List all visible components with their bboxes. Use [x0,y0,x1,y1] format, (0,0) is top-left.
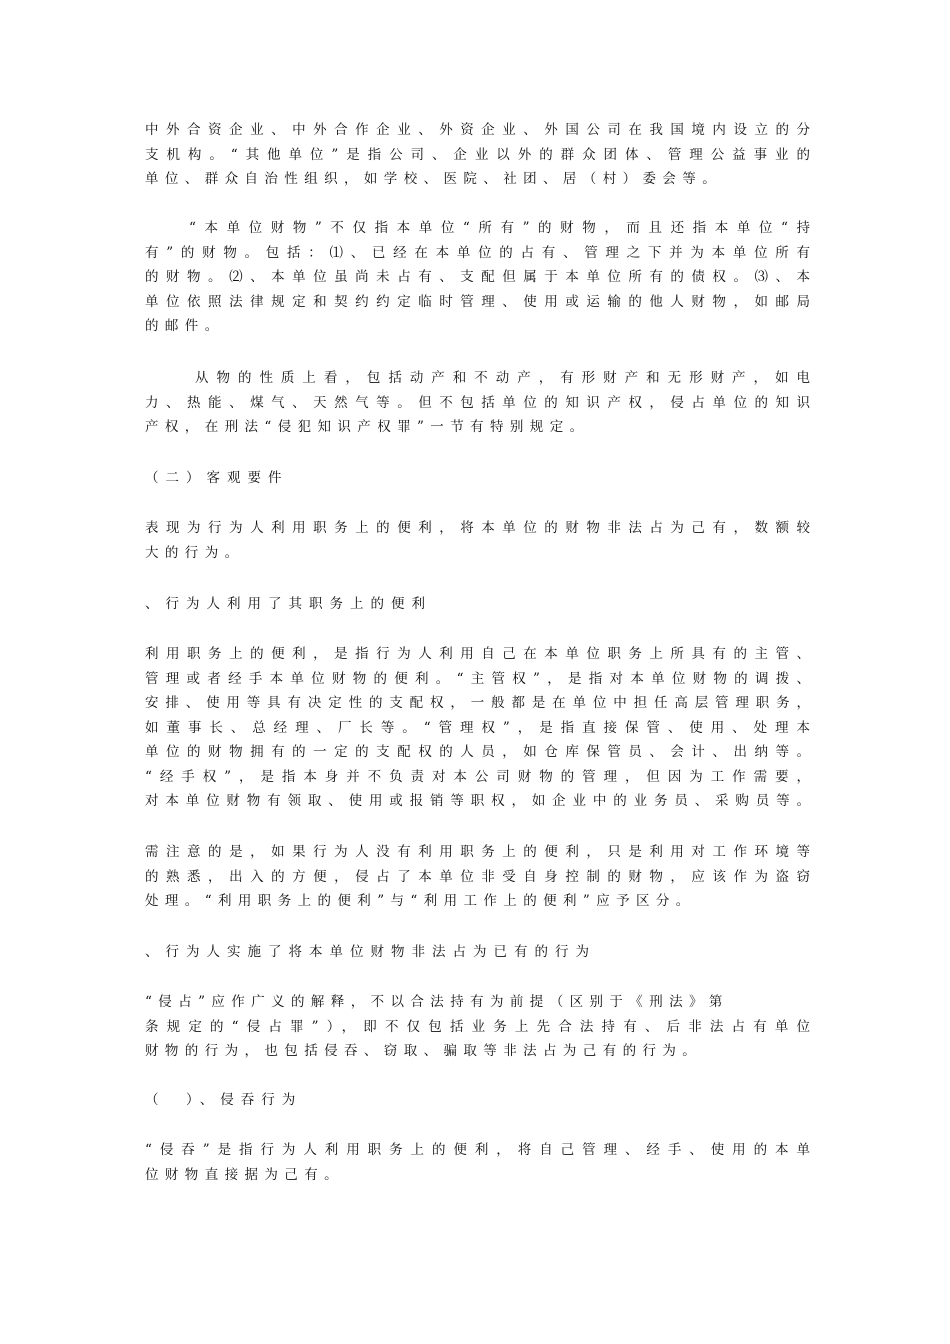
subheading-use-of-position [145,592,810,617]
text-line: 利用职务上的便利，是指行为人利用自己在本单位职务上所具有的主管、 [145,646,810,662]
paragraph-nature-of-property [145,366,810,440]
text-line: 表现为行为人利用职务上的便利，将本单位的财物非法占为己有，数额较 [145,520,810,536]
text-line: 的熟悉，出入的方便，侵占了本单位非受自身控制的财物，应该作为盗窃 [145,868,810,885]
section-heading-objective-elements [145,466,810,491]
text-line: 的财物。⑵、本单位虽尚未占有、支配但属于本单位所有的债权。⑶、本 [145,269,810,285]
text-line: “经手权”，是指本身并不负责对本公司财物的管理，但因为工作需要， [145,768,810,785]
subheading-embezzlement-act [145,1088,810,1113]
text-line: 财物的行为，也包括侵吞、窃取、骗取等非法占为己有的行为。 [145,1043,703,1059]
text-line: 的邮件。 [145,318,225,334]
text-line: 位财物直接据为己有。 [145,1166,344,1183]
text-line: 单位的财物拥有的一定的支配权的人员，如仓库保管员、会计、出纳等。 [145,744,810,760]
text-line: 单位依照法律规定和契约约定临时管理、使用或运输的他人财物，如邮局 [145,293,810,310]
heading-text: （ ）、侵吞行为 [145,1092,303,1108]
paragraph-definition-other-units [145,118,810,192]
text-line: 单位、群众自治性组织，如学校、医院、社团、居（村）委会等。 [145,171,723,187]
heading-text: 、行为人利用了其职务上的便利 [145,596,432,612]
paragraph-embezzlement-interpretation [145,990,810,1064]
text-line: 支机构。“其他单位”是指公司、企业以外的群众团体、管理公益事业的 [145,146,810,163]
subheading-illegal-possession [145,940,810,965]
text-line: 中外合资企业、中外合作企业、外资企业、外国公司在我国境内设立的分 [145,122,810,138]
text-line: 大的行为。 [145,544,245,561]
heading-text: （二）客观要件 [145,470,289,486]
text-line: “侵吞”是指行为人利用职务上的便利，将自己管理、经手、使用的本单 [145,1142,810,1158]
text-line: 管理或者经手本单位财物的便利。“主管权”，是指对本单位财物的调拨、 [145,670,810,687]
text-line: 如董事长、总经理、厂长等。“管理权”，是指直接保管、使用、处理本 [145,719,810,736]
text-line: “侵占”应作广义的解释，不以合法持有为前提（区别于《刑法》第 [145,994,729,1010]
paragraph-objective-description [145,516,810,565]
text-line: 力、热能、煤气、天然气等。但不包括单位的知识产权，侵占单位的知识 [145,394,810,411]
paragraph-embezzlement-definition [145,1138,810,1187]
text-line: 从物的性质上看，包括动产和不动产，有形财产和无形财产，如电 [195,370,810,386]
heading-text: 、行为人实施了将本单位财物非法占为已有的行为 [145,944,596,960]
text-line: 对本单位财物有领取、使用或报销等职权，如企业中的业务员、采购员等。 [145,793,810,809]
text-line: 产权，在刑法“侵犯知识产权罪”一节有特别规定。 [145,419,590,435]
paragraph-unit-property [145,216,810,339]
text-line: 有”的财物。包括：⑴、已经在本单位的占有、管理之下并为本单位所有 [145,244,810,261]
text-line: 条规定的“侵占罪”），即不仅包括业务上先合法持有、后非法占有单位 [145,1018,810,1035]
paragraph-note-theft [145,840,810,914]
text-line: 处理。“利用职务上的便利”与“利用工作上的便利”应予区分。 [145,893,696,909]
text-line: 需注意的是，如果行为人没有利用职务上的便利，只是利用对工作环境等 [145,844,810,860]
text-line: 安排、使用等具有决定性的支配权，一般都是在单位中担任高层管理职务， [145,695,810,711]
text-line: “本单位财物”不仅指本单位“所有”的财物，而且还指本单位“持 [189,220,810,236]
paragraph-position-convenience [145,642,810,814]
